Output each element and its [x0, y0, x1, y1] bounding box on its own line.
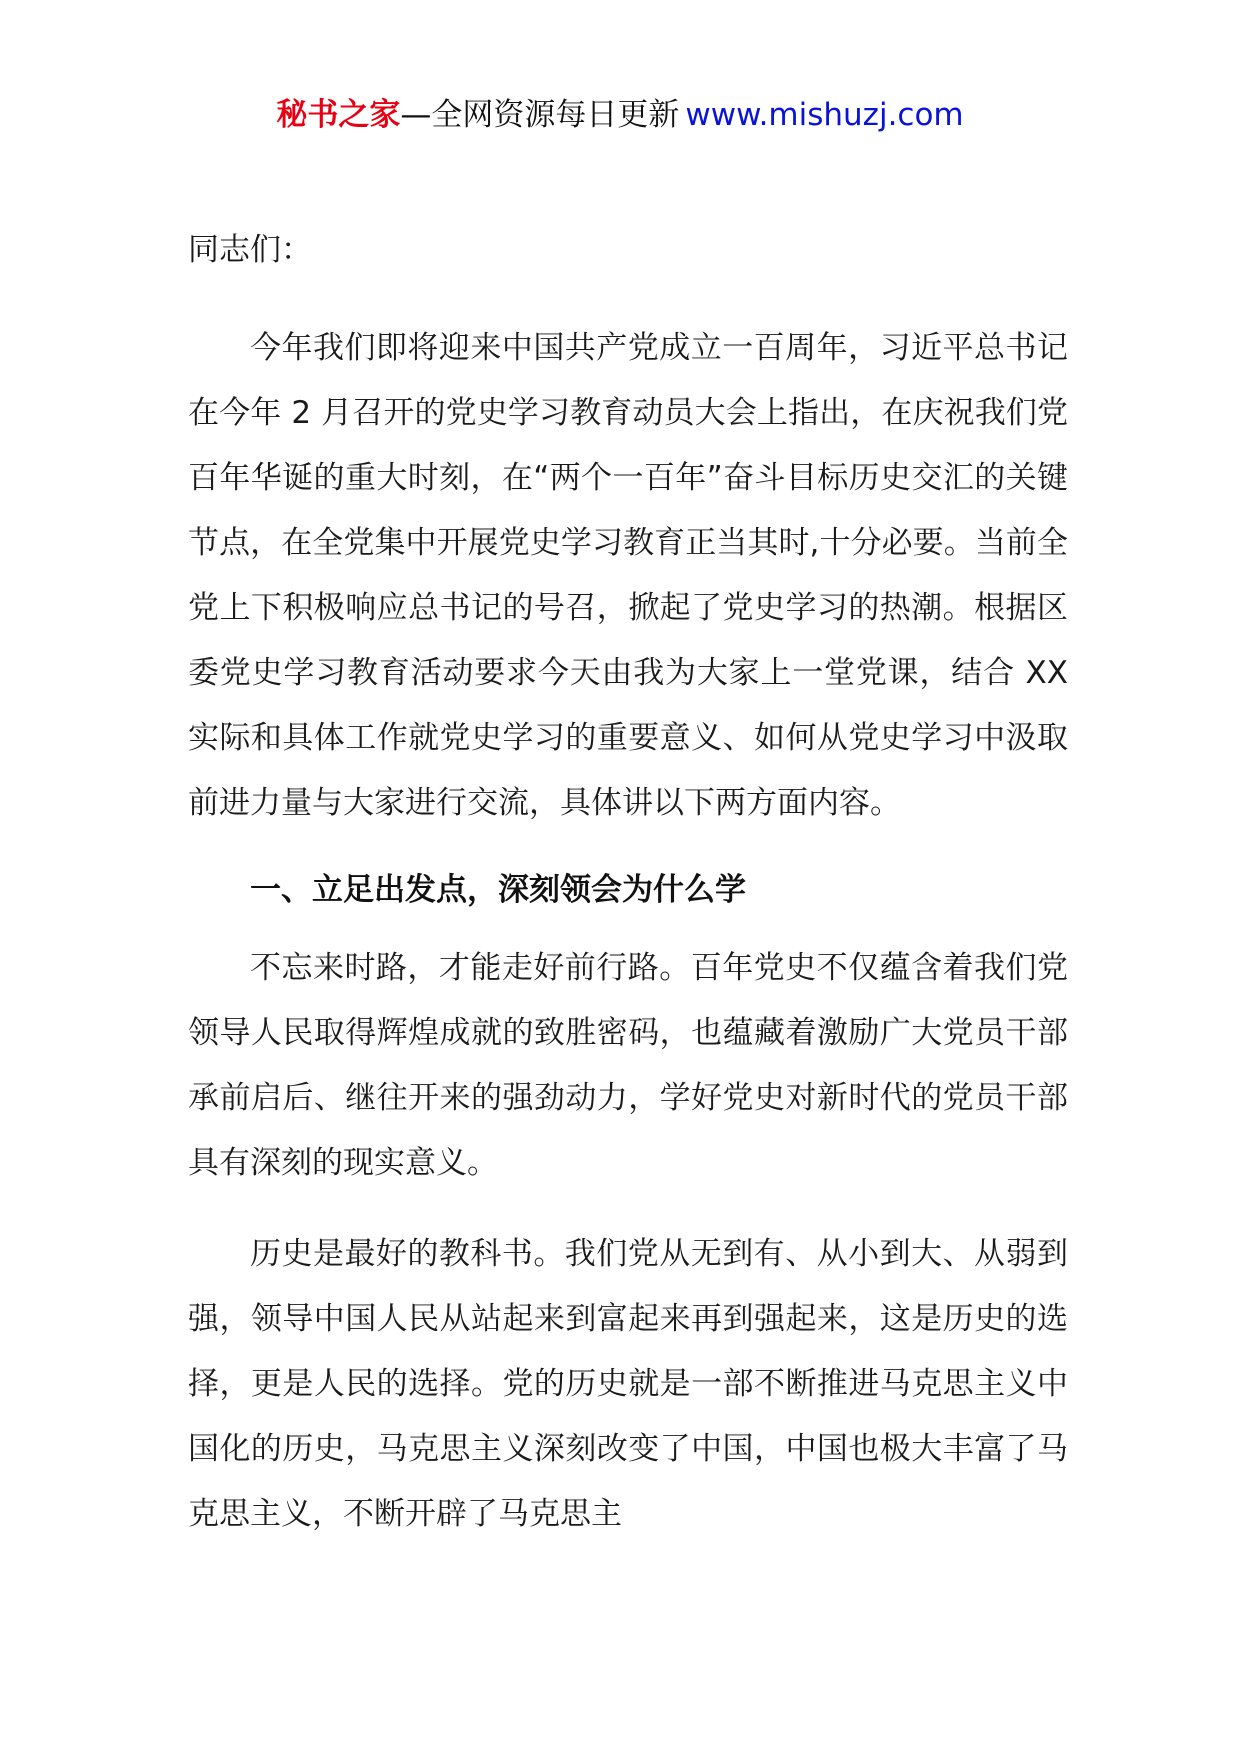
header-brand: 秘书之家: [276, 97, 401, 133]
header-url-link[interactable]: www.mishuzj.com: [685, 97, 964, 133]
paragraph-intro: 今年我们即将迎来中国共产党成立一百周年，习近平总书记在今年 2 月召开的党史学习教育动员大会上指出，在庆祝我们党百年华诞的重大时刻，在“两个一百年”奋斗目标历史交汇的关键节点，在全党集中开展党史学习教育正当其时,十分必要。当前全党上下积极响应总书记的号召，掀起了党史学习的热潮。根据区委党史学习教育活动要求今天由我为大家上一堂党课，结合 XX 实际和具体工作就党史学习的重要意义、如何从党史学习中汲取前进力量与大家进行交流，具体讲以下两方面内容。: [188, 330, 1068, 821]
header-tagline: —全网资源每日更新: [400, 97, 680, 133]
section-heading-1: 一、立足出发点，深刻领会为什么学: [250, 872, 746, 908]
page-header: [0, 95, 1240, 135]
paragraph-2: 不忘来时路，才能走好前行路。百年党史不仅蕴含着我们党领导人民取得辉煌成就的致胜密码，也蕴藏着激励广大党员干部承前启后、继往开来的强劲动力，学好党史对新时代的党员干部具有深刻的现实意义。: [188, 950, 1068, 1181]
salutation: 同志们：: [188, 232, 312, 268]
document-body: [188, 230, 1068, 1547]
paragraph-3: 历史是最好的教科书。我们党从无到有、从小到大、从弱到强，领导中国人民从站起来到富起来再到强起来，这是历史的选择，更是人民的选择。党的历史就是一部不断推进马克思主义中国化的历史，马克思主义深刻改变了中国，中国也极大丰富了马克思主义，不断开辟了马克思主: [188, 1236, 1068, 1532]
